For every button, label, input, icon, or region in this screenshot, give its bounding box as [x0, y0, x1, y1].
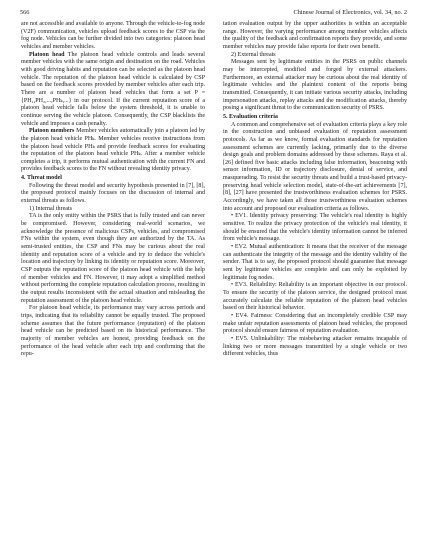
paragraph: For platoon head vehicle, its performance may vary across periods and trips, indicating that its reliability cannot be equally trusted. The proposed scheme assumes that the future performance (reputation) of the platoon head vehicle can be predicted based on its historical performance. The majority of member vehicles are honest, providing feedback on the performance of the head vehicle after each trip and confirming that the repu- — [21, 305, 205, 358]
paragraph: A common and comprehensive set of evaluation criteria plays a key role in the construction and unbiased evaluation of reputation assessment protocols. As far as we know, formal evaluation standards for reputation assessment schemes are currently lacking, primarily due to the diverse design goals and problem domains addressed by these schemes. Raya et al. [26] defined five basic attacks including false information, beaconing with sensor information, ID or trajectory disclosure, denial of service, and masquerading. To resist the security threats and build a trust-based privacy-preserving head vehicle selection model, state-of-the-art achievements [7], [8], [27] have presented the trustworthiness evaluation schemes for PSRS. Accordingly, we have taken all those trustworthiness evaluation schemes into account and proposed our evaluation criteria as follows. — [223, 121, 407, 212]
section-heading: 5. Evaluation criteria — [223, 113, 278, 120]
run-in-title: Platoon members — [29, 128, 75, 135]
running-header — [20, 7, 407, 18]
paragraph-text: The platoon head vehicle controls and leads several member vehicles with the same origin and destination on the road. Vehicles with good driving habits and reputation can be selected as the platoon head vehicle. The reputation of the platoon head vehicle is calculated by CSP based on the feedback scores provided by member vehicles after each trip. There are a number of platoon head vehicles that form a set P = {PH₁,PH₂,...,PHₖ,...} in our protocol. If the current reputation score of a platoon head vehicle falls below the system threshold, it is unable to continue serving the vehicle platoon. Consequently, the CSP blacklists the vehicle and imposes a cash penalty. — [21, 51, 205, 127]
paragraph: tation evaluation output by the upper authorities is within an acceptable range. However, the varying performance among member vehicles affects the quality of the feedback and confirmation reports they provide, and some member vehicles may provide false reports for their own benefit. — [223, 21, 407, 50]
right-column — [223, 21, 407, 359]
paragraph-platoon-head — [21, 52, 205, 129]
criterion-item: • EV4. Fairness: Considering that an incompletely credible CSP may make unfair reputation assessments of platoon head vehicles, the proposed protocol should ensure fairness of reputation evaluation. — [223, 312, 407, 335]
section-heading: 4. Threat model — [21, 175, 62, 182]
paragraph: are not accessible and available to anyone. Through the vehicle-to-fog node (V2F) communication, vehicles upload feedback scores to the CSP via the fog node. Vehicles can be further divided into two categories: platoon head vehicles and member vehicles. — [21, 21, 205, 50]
left-column — [21, 21, 205, 359]
paragraph: TA is the only entity within the PSRS that is fully trusted and can never be compromised. However, considering real-world scenarios, we acknowledge the presence of malicious CSPs, vehicles, and compromised FNs within the system, even though they are authorized by the TA. As semi-trusted entities, the CSP and FNs may be curious about the real identity and reputation score of a vehicle and try to deduce the vehicle's location and trajectory by linking its identity or reputation score. Moreover, CSP outputs the reputation score of the platoon head vehicle with the help of member vehicles and FN. However, it may adopt a simplified method without performing the complete reputation calculation process, resulting in the output results inconsistent with the actual situation and misleading the reputation assessment of the platoon head vehicle. — [21, 213, 205, 304]
criterion-item: • EV1. Identity privacy preserving: The vehicle's real identity is highly sensitive. To realize the privacy protection of the vehicle's real identity, it should be ensured that the vehicle's identity information cannot be inferred from vehicle's message. — [223, 213, 407, 243]
page-number: 566 — [20, 9, 30, 16]
paragraph: Messages sent by legitimate entities in the PSRS on public channels may be intercepted, modified and forged by external attackers. Furthermore, an external attacker may be curious about the real identity of legitimate vehicles and the plaintext content of the reports being transmitted. Consequently, it can initiate various security attacks, including impersonation attacks, replay attacks and the modification attacks, thereby posing a significant threat to the communication security of PSRS. — [223, 59, 407, 112]
paragraph: Following the threat model and security hypothesis presented in [7], [8], the proposed protocol mainly focuses on the discussion of internal and external threats as follows. — [21, 182, 205, 205]
journal-title: Chinese Journal of Electronics, vol. 34, no. 2 — [293, 9, 407, 16]
subsection-heading: 2) External threats — [231, 51, 276, 58]
criterion-item: • EV3. Reliability: Reliability is an important objective in our protocol. To ensure the security of the platoon service, the designed protocol must accurately calculate the reliable reputation of the platoon head vehicles based on their historical behavior. — [223, 282, 407, 312]
criterion-item: • EV2. Mutual authentication: It means that the receiver of the message can authenticate the integrity of the message and the identity validity of the sender. That is to say, the proposed protocol should guarantee that message sent by legitimate vehicles are complete and can only be exploited by legitimate fog nodes. — [223, 244, 407, 281]
run-in-title: Platoon head — [29, 51, 65, 58]
paragraph-text: Member vehicles automatically join a platoon led by the platoon head vehicle PHₖ. Member vehicles receive instructions from the platoon head vehicle PHₖ and provide feedback scores for evaluating the reputation of the platoon head vehicle PHₖ. After a member vehicle completes a trip, it performs mutual authentication with the current FN and provides feedback scores to the FN without revealing identity privacy. — [21, 128, 205, 173]
subsection-heading: 1) Internal threats — [29, 205, 72, 212]
criterion-item: • EV5. Unlinkability: The misbehaving attacker remains incapable of linking two or more messages transmitted by a single vehicle or two different vehicles, thus — [223, 335, 407, 358]
paragraph-platoon-members — [21, 128, 205, 174]
